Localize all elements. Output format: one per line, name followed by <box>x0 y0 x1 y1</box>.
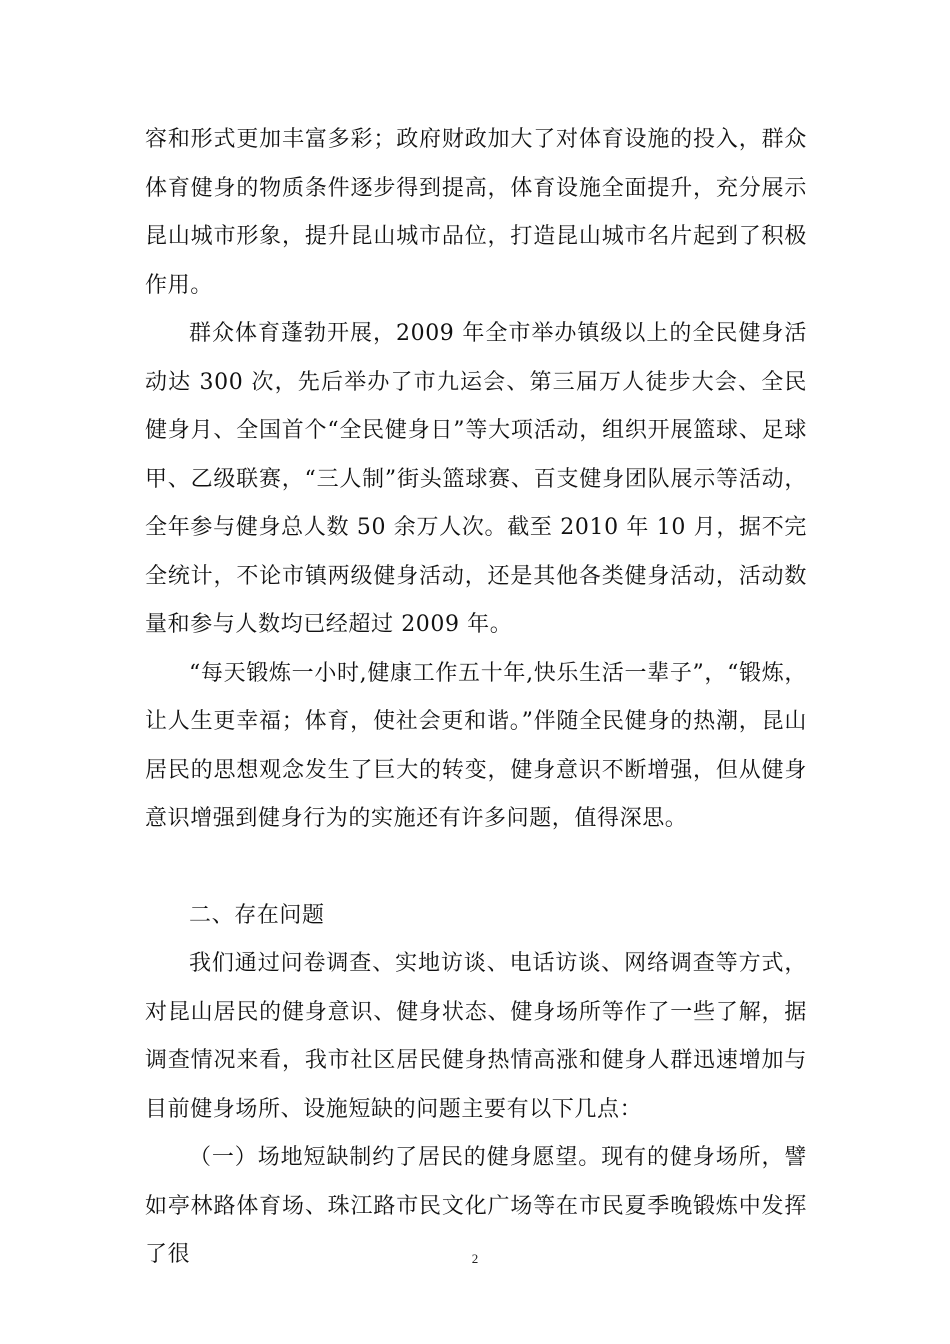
section-heading: 二、存在问题 <box>189 902 325 928</box>
paragraph-continuation: 容和形式更加丰富多彩；政府财政加大了对体育设施的投入，群众体育健身的物质条件逐步得到提高，体育设施全面提升，充分展示昆山城市形象，提升昆山城市品位，打造昆山城市名片起到了积极作用。 <box>145 127 807 298</box>
paragraph-issue-one: （一）场地短缺制约了居民的健身愿望。现有的健身场所，譬如亭林路体育场、珠江路市民文化广场等在市民夏季晚锻炼中发挥了很 <box>145 1145 807 1267</box>
page-number: 2 <box>471 1251 479 1266</box>
paragraph-mass-sports: 群众体育蓬勃开展，2009 年全市举办镇级以上的全民健身活动达 300 次，先后举办了市九运会、第三届万人徒步大会、全民健身月、全国首个“全民健身日”等大项活动，组织开展篮球、足球甲、乙级联赛，“三人制”街头篮球赛、百支健身团队展示等活动，全年参与健身总人数 50 余万人次。截至 2010 年 10 月，据不完全统计，不论市镇两级健身活动，还是其他各类健身活动，活动数量和参与人数均已经超过 2009 年。 <box>145 321 807 637</box>
paragraph-slogan: “每天锻炼一小时,健康工作五十年,快乐生活一辈子”，“锻炼，让人生更幸福；体育，使社会更和谐。”伴随全民健身的热潮，昆山居民的思想观念发生了巨大的转变，健身意识不断增强，但从健身意识增强到健身行为的实施还有许多问题，值得深思。 <box>145 660 807 831</box>
document-body <box>145 116 807 1280</box>
paragraph-survey: 我们通过问卷调查、实地访谈、电话访谈、网络调查等方式，对昆山居民的健身意识、健身状态、健身场所等作了一些了解，据调查情况来看，我市社区居民健身热情高涨和健身人群迅速增加与目前健身场所、设施短缺的问题主要有以下几点： <box>145 951 807 1122</box>
section-spacer <box>145 844 807 892</box>
